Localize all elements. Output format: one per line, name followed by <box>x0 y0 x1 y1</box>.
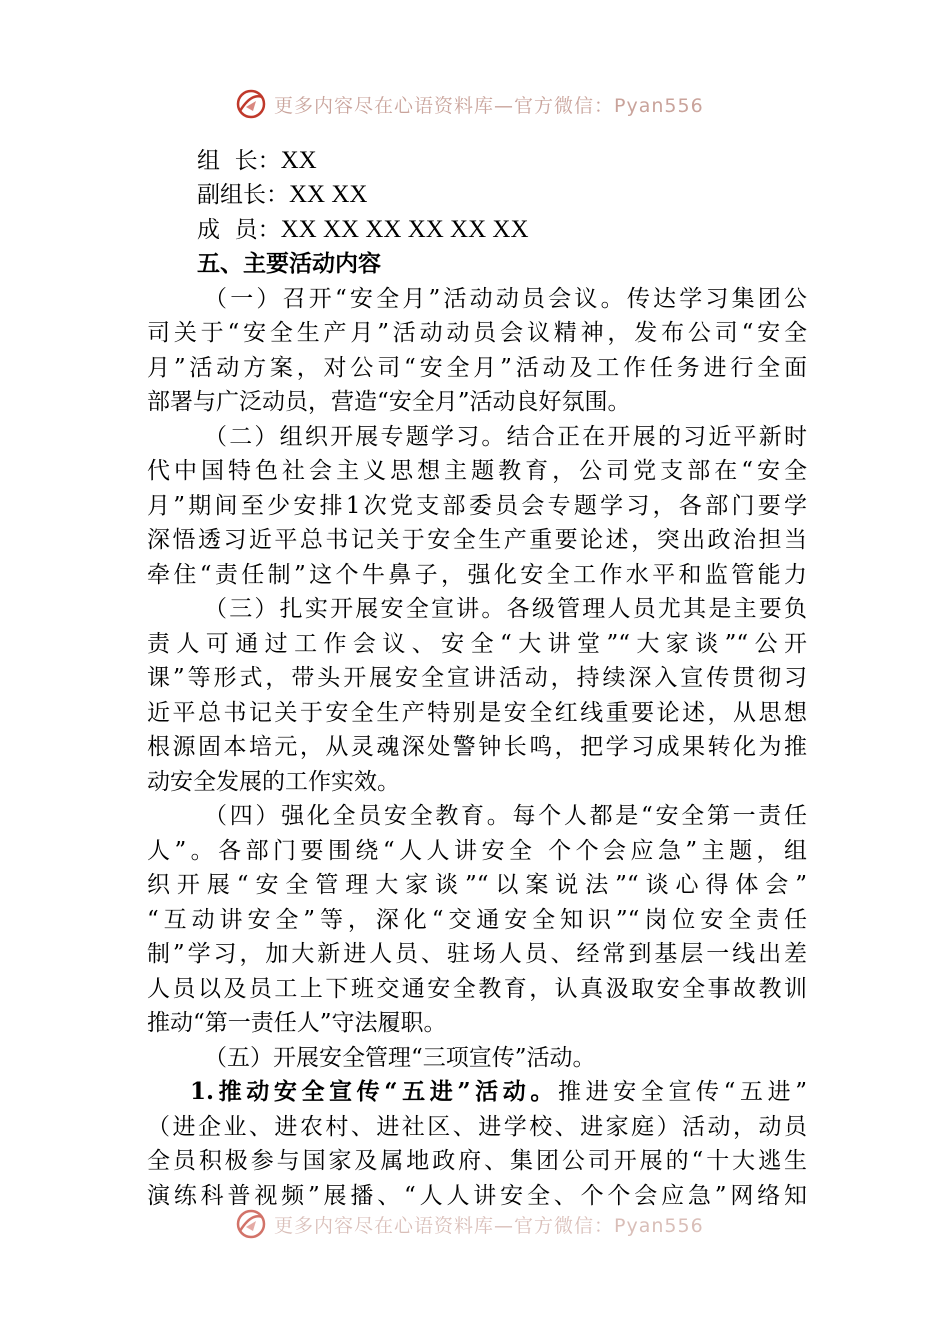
paragraph-line: 课”等形式，带头开展安全宣讲活动，持续深入宣传贯彻习 <box>147 665 807 691</box>
paragraph-line: 月”活动方案，对公司“安全月”活动及工作任务进行全面 <box>147 355 807 381</box>
leader-line <box>197 144 807 178</box>
paragraph-line: （一）召开“安全月”活动动员会议。传达学习集团公 <box>204 286 807 312</box>
member-value: XX XX XX XX XX XX <box>280 216 529 243</box>
paragraph-line: 人员以及员工上下班交通安全教育，认真汲取安全事故教训 <box>147 976 807 1002</box>
watermark-footer <box>234 1204 734 1244</box>
paragraph-line: 代中国特色社会主义思想主题教育，公司党支部在“安全 <box>147 458 807 484</box>
item1-rest: 推进安全宣传“五进” <box>557 1079 807 1105</box>
paragraph-line: “互动讲安全”等，深化“交通安全知识”“岗位安全责任 <box>147 907 807 933</box>
paragraph-line: 动安全发展的工作实效。 <box>147 769 400 795</box>
paragraph-line: （四）强化全员安全教育。每个人都是“安全第一责任 <box>204 803 807 829</box>
brand-logo-icon <box>234 87 268 121</box>
deputy-label: 副组长： <box>197 182 289 208</box>
leader-value: XX <box>280 147 317 174</box>
watermark-text: 更多内容尽在心语资料库—官方微信：Pyan556 <box>274 94 704 117</box>
paragraph-line: 责人可通过工作会议、安全“大讲堂”“大家谈”“公开 <box>147 631 807 657</box>
paragraph-line: 制”学习，加大新进人员、驻场人员、经常到基层一线出差 <box>147 941 807 967</box>
paragraph-line: （二）组织开展专题学习。结合正在开展的习近平新时 <box>204 424 807 450</box>
paragraph-line: 人”。各部门要围绕“人人讲安全 个个会应急”主题，组 <box>147 838 807 864</box>
deputy-value: XX XX <box>289 181 368 208</box>
paragraph-line: （进企业、进农村、进社区、进学校、进家庭）活动，动员 <box>147 1114 807 1140</box>
paragraph-line: 司关于“安全生产月”活动动员会议精神，发布公司“安全 <box>147 320 807 346</box>
paragraph-line: （三）扎实开展安全宣讲。各级管理人员尤其是主要负 <box>204 596 807 622</box>
paragraph-line: 月”期间至少安排1次党支部委员会专题学习，各部门要学 <box>147 493 807 519</box>
item1-line <box>190 1075 807 1109</box>
section-title: 五、主要活动内容 <box>197 250 381 277</box>
watermark-header <box>234 84 734 124</box>
watermark-text: 更多内容尽在心语资料库—官方微信：Pyan556 <box>274 1214 704 1237</box>
leader-label: 组 长： <box>197 148 281 174</box>
paragraph-line: 织开展“安全管理大家谈”“以案说法”“谈心得体会” <box>147 872 807 898</box>
paragraph-line: 全员积极参与国家及属地政府、集团公司开展的“十大逃生 <box>147 1148 807 1174</box>
deputy-leader-line <box>197 178 807 212</box>
paragraph-line: 近平总书记关于安全生产特别是安全红线重要论述，从思想 <box>147 700 807 726</box>
paragraph-line: 演练科普视频”展播、“人人讲安全、个个会应急”网络知 <box>147 1183 807 1209</box>
paragraph-line: 推动“第一责任人”守法履职。 <box>147 1010 447 1036</box>
paragraph-line: （五）开展安全管理“三项宣传”活动。 <box>204 1045 596 1071</box>
paragraph-line: 根源固本培元，从灵魂深处警钟长鸣，把学习成果转化为推 <box>147 734 807 760</box>
member-line <box>197 213 807 247</box>
paragraph-line: 牵住“责任制”这个牛鼻子，强化安全工作水平和监管能力 <box>147 562 807 588</box>
paragraph-line: 部署与广泛动员，营造“安全月”活动良好氛围。 <box>147 389 631 415</box>
paragraph-line: 深悟透习近平总书记关于安全生产重要论述，突出政治担当 <box>147 527 807 553</box>
item1-title: 1.推动安全宣传“五进”活动。 <box>190 1078 558 1105</box>
member-label: 成 员： <box>197 217 281 243</box>
brand-logo-icon <box>234 1207 268 1241</box>
